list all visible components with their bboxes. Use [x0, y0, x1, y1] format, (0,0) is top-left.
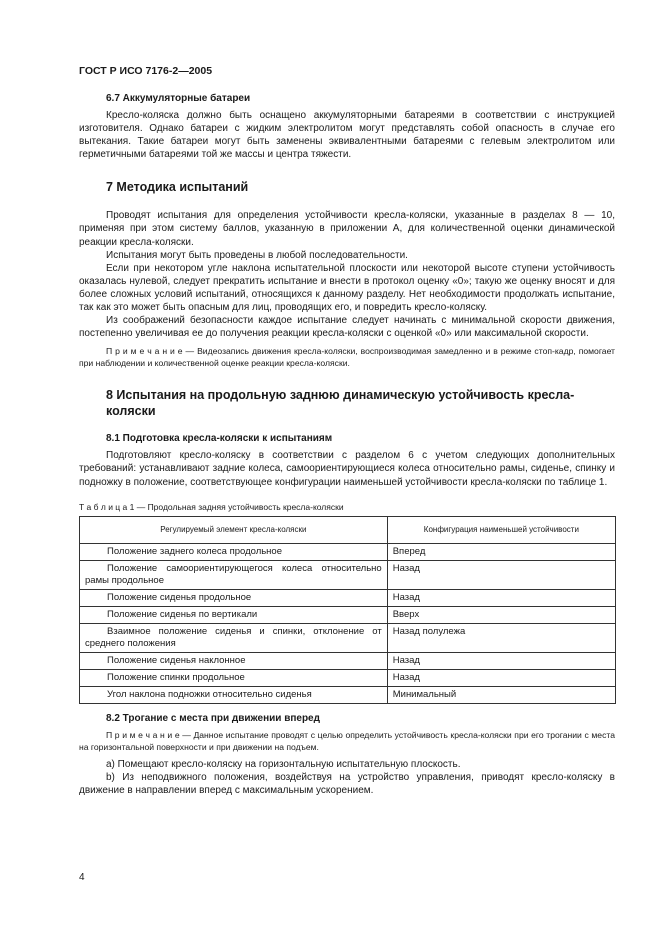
table-cell-element: Положение заднего колеса продольное: [80, 543, 388, 560]
table-cell-config: Назад: [387, 589, 615, 606]
table-cell-element: Положение самоориентирующегося колеса относительно рамы продольное: [80, 560, 388, 589]
table-cell-config: Назад: [387, 652, 615, 669]
table-row: [80, 669, 616, 686]
table-cell-element: Положение сиденья по вертикали: [80, 606, 388, 623]
section-7-paragraph-2: Испытания могут быть проведены в любой последовательности.: [106, 249, 408, 261]
table-cell-element: Взаимное положение сиденья и спинки, отклонение от среднего положения: [80, 623, 388, 652]
table-cell-config: Назад: [387, 560, 615, 589]
section-6-7-title: 6.7 Аккумуляторные батареи: [106, 93, 251, 104]
section-6-7-paragraph: Кресло-коляска должно быть оснащено аккумуляторными батареями в соответствии с инструкцией изготовителя. Однако батареи с жидким электролитом могут представлять собой опасность в случае его вытекания. Такие батареи могут быть заменены эквивалентными батареями с гелевым электролитом или герметичными батареями той же массы и центра тяжести.: [79, 110, 615, 161]
page-content: [79, 93, 615, 797]
section-8-2-title: 8.2 Трогание с места при движении вперед: [106, 712, 320, 724]
table-header-element: Регулируемый элемент кресла-коляски: [80, 516, 388, 543]
section-8-1-title: 8.1 Подготовка кресла-коляски к испытаниям: [106, 433, 333, 445]
table-row: [80, 686, 616, 703]
table-row: [80, 623, 616, 652]
table-cell-element: Положение спинки продольное: [80, 669, 388, 686]
table-cell-config: Назад полулежа: [387, 623, 615, 652]
table-cell-element: Положение сиденья наклонное: [80, 652, 388, 669]
table-row: [80, 543, 616, 560]
table-row: [80, 606, 616, 623]
section-7-title: 7 Методика испытаний: [106, 180, 249, 195]
table-cell-config: Минимальный: [387, 686, 615, 703]
table-cell-config: Вверх: [387, 606, 615, 623]
table-row: [80, 652, 616, 669]
section-7-paragraph-3: Если при некотором угле наклона испытательной плоскости или некоторой высоте ступени устойчивость оказалась нулевой, следует прекратить испытание и внести в протокол оценку «0»; такую же оценку вносят и для более сложных условий испытаний, относящихся к данному разделу. Нет необходимости продолжать испытание, так как это может быть опасным для лиц, проводящих его, и повредить кресло-коляску.: [79, 262, 615, 314]
table-header-config: Конфигурация наименьшей устойчивости: [387, 516, 615, 543]
table-row: [80, 589, 616, 606]
section-8-2-item-b: b) Из неподвижного положения, воздействуя на устройство управления, приводят кресло-коляску в движение в направлении вперед с максимальным ускорением.: [79, 771, 615, 796]
section-7-note: П р и м е ч а н и е — Видеозапись движения кресла-коляски, воспроизводимая замедленно и в режиме стоп-кадр, помогает при наблюдении и количественной оценке реакции кресла-коляски.: [79, 346, 615, 369]
section-8-title: 8 Испытания на продольную заднюю динамическую устойчивость кресла-коляски: [106, 388, 575, 419]
table-cell-config: Вперед: [387, 543, 615, 560]
table-cell-element: Угол наклона подножки относительно сиденья: [80, 686, 388, 703]
section-8-1-paragraph: Подготовляют кресло-коляску в соответствии с разделом 6 с учетом следующих дополнительных требований: устанавливают задние колеса, самоориентирующиеся колеса относительно рамы, сиденье, спинку и подножку в положение, соответствующее конфигурации наименьшей устойчивости кресла-коляски по таблице 1.: [79, 450, 615, 488]
table-caption: Т а б л и ц а 1 — Продольная задняя устойчивость кресла-коляски: [79, 501, 344, 512]
table-cell-config: Назад: [387, 669, 615, 686]
section-8-2-item-a: a) Помещают кресло-коляску на горизонтальную испытательную плоскость.: [106, 758, 461, 770]
section-7-paragraph-1: Проводят испытания для определения устойчивости кресла-коляски, указанные в разделах 8 — 10, применяя при этом систему баллов, указанную в приложении А, для количественной оценки динамической реакции кресла-коляски.: [79, 210, 615, 248]
table-row: [80, 560, 616, 589]
page-number: 4: [79, 872, 85, 883]
table-cell-element: Положение сиденья продольное: [80, 589, 388, 606]
document-header: ГОСТ Р ИСО 7176-2—2005: [79, 65, 213, 77]
stability-table: [79, 516, 616, 704]
section-8-2-note: П р и м е ч а н и е — Данное испытание проводят с целью определить устойчивость кресла-коляски при его трогании с места на горизонтальной поверхности и при движении на подъем.: [79, 729, 615, 752]
section-7-paragraph-4: Из соображений безопасности каждое испытание следует начинать с минимальной скорости движения, постепенно увеличивая ее до получения реакции кресла-коляски с оценкой «0» или максимальной скорости.: [79, 315, 615, 340]
table-header-row: [80, 516, 616, 543]
